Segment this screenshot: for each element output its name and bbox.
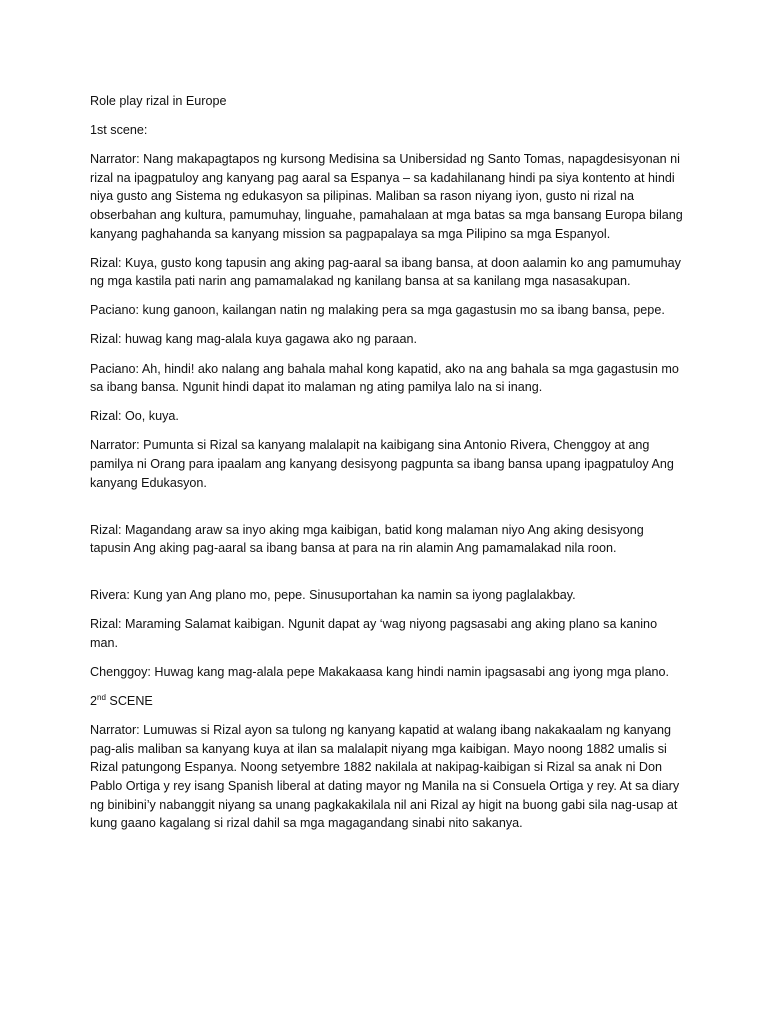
paragraph-rizal-1: Rizal: Kuya, gusto kong tapusin ang aking pag-aaral sa ibang bansa, at doon aalamin ko ang pamumuhay ng mga kastila pati narin ang pamamalakad ng kanilang bansa at sa kanilang mga nasasakupan. [90, 255, 681, 289]
paragraph-chenggoy: Chenggoy: Huwag kang mag-alala pepe Makakaasa kang hindi namin ipagsasabi ang iyong mga plano. [90, 665, 669, 680]
scene-1-heading: 1st scene: [90, 123, 148, 138]
paragraph-rizal-2: Rizal: huwag kang mag-alala kuya gagawa ako ng paraan. [90, 332, 417, 347]
paragraph-rizal-3: Rizal: Oo, kuya. [90, 409, 179, 424]
paragraph-paciano-1: Paciano: kung ganoon, kailangan natin ng malaking pera sa mga gagastusin mo sa ibang bansa, pepe. [90, 303, 665, 318]
blank-line [90, 503, 686, 521]
blank-line [90, 568, 686, 586]
scene-2-ordinal-suffix: nd [97, 692, 106, 702]
paragraph-narrator-3: Narrator: Lumuwas si Rizal ayon sa tulong ng kanyang kapatid at walang ibang nakakaalam ng kanyang pag-alis maliban sa kanyang kuya at ilan sa malalapit niyang mga kaibigan. Mayo noong 1882 umalis si Rizal patungong Espanya. Noong setyembre 1882 nakilala at nakipag-kaibigan si Rizal sa anak ni Don Pablo Ortiga y rey isang Spanish liberal at dating mayor ng Manila na si Consuela Ortiga y rey. At sa diary ng binibini’y nabanggit niyang sa unang pagkakakilala nil ani Rizal ay higit na buong gabi sila nag-usap at kung gaano kagalang si rizal dahil sa mga magagandang sinabi nito sakanya. [90, 723, 680, 831]
paragraph-narrator-1: Narrator: Nang makapagtapos ng kursong Medisina sa Unibersidad ng Santo Tomas, napagdesisyonan ni rizal na ipagpatuloy ang kanyang pag aaral sa Espanya – sa kadahilanang hindi pa siya kontento at hindi niya gusto ang Sistema ng edukasyon sa pilipinas. Maliban sa rason niyang iyon, gusto ni rizal na obserbahan ang kultura, pamumuhay, linguahe, pamahalaan at mga batas sa mga bansang Europa bilang kanyang paghahanda sa kanyang mission sa pagpapalaya sa mga Pilipino sa mga Espanyol. [90, 152, 683, 241]
paragraph-rizal-5: Rizal: Maraming Salamat kaibigan. Ngunit dapat ay ‘wag niyong pagsasabi ang aking plano sa kanino man. [90, 617, 658, 650]
paragraph-narrator-2: Narrator: Pumunta si Rizal sa kanyang malalapit na kaibigang sina Antonio Rivera, Chenggoy at ang pamilya ni Orang para ipaalam ang kanyang desisyong pagpunta sa ibang bansa upang ipagpatuloy Ang kanyang Edukasyon. [90, 438, 674, 490]
scene-2-word: SCENE [105, 694, 153, 709]
paragraph-rivera: Rivera: Kung yan Ang plano mo, pepe. Sinusuportahan ka namin sa iyong paglalakbay. [90, 588, 576, 603]
scene-2-number: 2 [90, 694, 98, 709]
scene-2-heading [90, 692, 686, 711]
paragraph-paciano-2: Paciano: Ah, hindi! ako nalang ang bahala mahal kong kapatid, ako na ang bahala sa mga gagastusin mo sa ibang bansa. Ngunit hindi dapat ito malaman ng ating pamilya lalo na si inang. [90, 361, 679, 395]
paragraph-rizal-4: Rizal: Magandang araw sa inyo aking mga kaibigan, batid kong malaman niyo Ang aking desisyong tapusin Ang aking pag-aaral sa ibang bansa at para na rin alamin Ang pamamalakad nila roon. [90, 522, 644, 556]
document-body [90, 92, 686, 843]
document-title: Role play rizal in Europe [90, 94, 227, 108]
